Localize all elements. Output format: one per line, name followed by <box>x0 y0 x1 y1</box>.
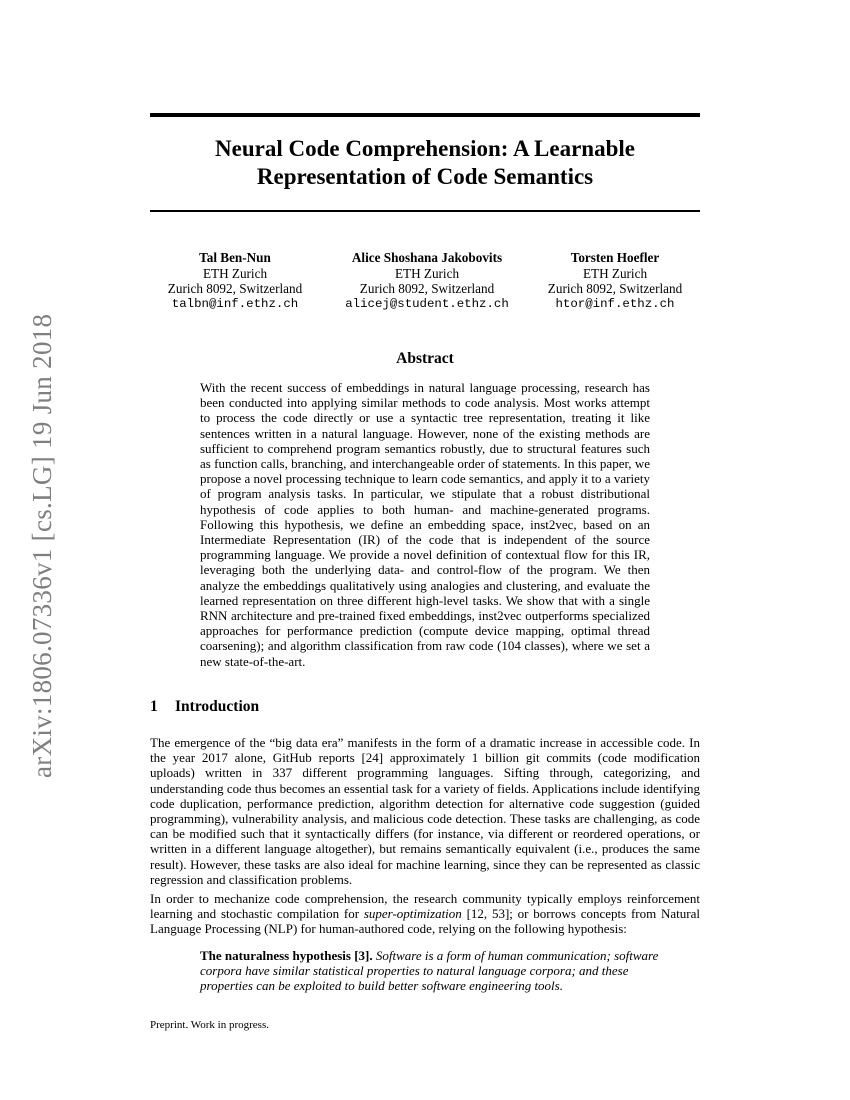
title-rule-top <box>150 113 700 117</box>
author-address: Zurich 8092, Switzerland <box>547 281 683 296</box>
author-name: Alice Shoshana Jakobovits <box>351 250 503 265</box>
author-affiliation: ETH Zurich <box>394 265 460 281</box>
author-3 <box>525 250 705 312</box>
intro-p2-text-before: In order to mechanize code comprehension, the research community typically employs reinforcement learning and stochastic compilation for <box>150 891 700 922</box>
arxiv-stamp: arXiv:1806.07336v1 [cs.LG] 19 Jun 2018 <box>27 313 57 778</box>
paper-title <box>150 135 700 191</box>
author-1 <box>160 250 310 312</box>
hypothesis-label: The naturalness hypothesis [3]. <box>200 948 373 963</box>
preprint-footnote: Preprint. Work in progress. <box>150 1019 269 1031</box>
author-name: Tal Ben-Nun <box>199 250 271 265</box>
intro-paragraph-2 <box>150 891 700 937</box>
author-address: Zurich 8092, Switzerland <box>167 281 303 296</box>
author-2 <box>337 250 517 312</box>
intro-p2-text-after: [12, 53]; or borrows concepts from Natural Language Processing (NLP) for human-authored code, relying on the following hypothesis: <box>150 906 700 937</box>
hypothesis-text: Software is a form of human communication; software corpora have similar statistical properties to natural language corpora; and these properties can be exploited to build better software engineering tools. <box>200 948 659 994</box>
section-number: 1 <box>150 698 158 715</box>
author-name: Torsten Hoefler <box>570 250 660 265</box>
intro-p2-italic-term: super-optimization <box>363 906 462 922</box>
author-affiliation: ETH Zurich <box>582 265 648 281</box>
section-title: Introduction <box>175 698 260 715</box>
abstract-text: With the recent success of embeddings in natural language processing, research has been conducted into applying similar methods to code analysis. Most works attempt to process the code directly or use a syntactic tree representation, treating it like sentences written in a natural language. However, none of the existing methods are sufficient to comprehend program semantics robustly, due to structural features such as function calls, branching, and interchangeable order of statements. In this paper, we propose a novel processing technique to learn code semantics, and apply it to a variety of program analysis tasks. In particular, we stipulate that a robust distributional hypothesis of code applies to both human- and machine-generated programs. Following this hypothesis, we define an embedding space, inst2vec, based on an Intermediate Representation (IR) of the code that is independent of the source programming language. We provide a novel definition of contextual flow for this IR, leveraging both the underlying data- and control-flow of the program. We then analyze the embeddings qualitatively using analogies and clustering, and evaluate the learned representation on three different high-level tasks. We show that with a single RNN architecture and pre-trained fixed embeddings, inst2vec outperforms specialized approaches for performance prediction (compute device mapping, optimal thread coarsening); and algorithm classification from raw code (104 classes), where we set a new state-of-the-art. <box>200 380 650 669</box>
author-affiliation: ETH Zurich <box>202 265 268 281</box>
author-email: htor@inf.ethz.ch <box>555 296 675 311</box>
title-line-2: Representation of Code Semantics <box>256 164 594 189</box>
naturalness-hypothesis <box>200 948 660 994</box>
intro-paragraph-1: The emergence of the “big data era” manifests in the form of a dramatic increase in accessible code. In the year 2017 alone, GitHub reports [24] approximately 1 billion git commits (code modification uploads) written in 337 different programming languages. Sifting through, categorizing, and understanding code thus becomes an essential task for a variety of fields. Applications include identifying code duplication, performance prediction, algorithm detection for alternative code suggestion (guided programming), vulnerability analysis, and malicious code detection. These tasks are challenging, as code can be modified such that it syntactically differs (for instance, via different or reordered operations, or written in a different language altogether), but remains semantically equivalent (i.e., produces the same result). However, these tasks are also ideal for machine learning, since they can be represented as classic regression and classification problems. <box>150 735 700 887</box>
title-rule-bottom <box>150 210 700 212</box>
author-email: talbn@inf.ethz.ch <box>171 296 299 311</box>
author-address: Zurich 8092, Switzerland <box>359 281 495 296</box>
title-line-1: Neural Code Comprehension: A Learnable <box>215 136 635 161</box>
section-heading-introduction <box>150 698 259 716</box>
abstract-heading: Abstract <box>396 350 454 367</box>
author-email: alicej@student.ethz.ch <box>345 296 509 311</box>
